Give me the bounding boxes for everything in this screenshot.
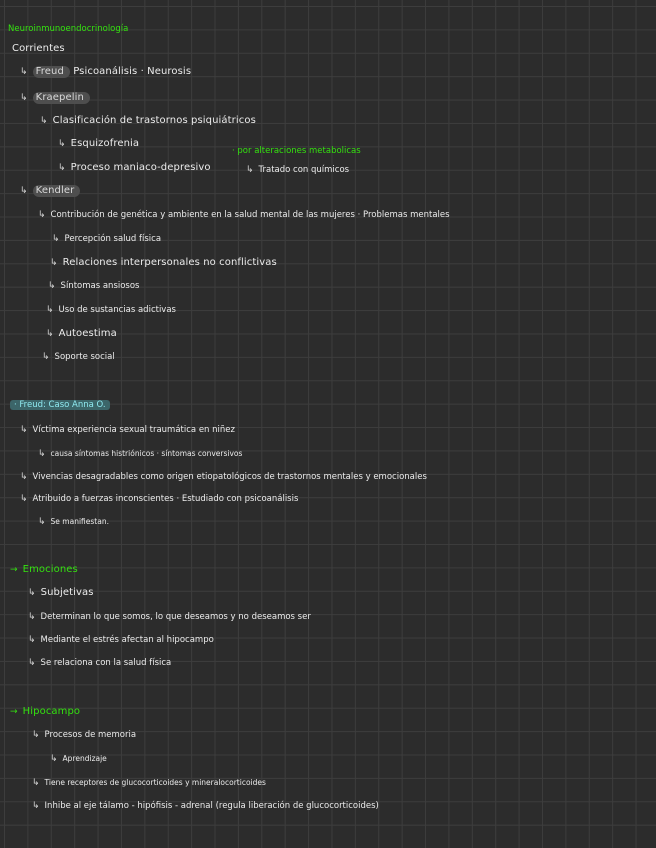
arrow-icon: ↳ — [28, 612, 36, 622]
arrow-icon: ↳ — [32, 801, 40, 811]
hipocampo-item — [32, 778, 266, 788]
arrow-icon: ↳ — [52, 234, 60, 244]
arrow-icon: ↳ — [58, 139, 66, 149]
proceso-text: Proceso maniaco-depresivo — [70, 162, 211, 173]
esquizofrenia-line — [58, 138, 139, 149]
freud-case-item — [20, 472, 427, 482]
freud-case-title: · Freud: Caso Anna O. — [10, 400, 110, 410]
arrow-icon: ↳ — [20, 93, 28, 103]
tratado-line — [246, 165, 349, 175]
kraepelin-clasificacion — [40, 115, 256, 126]
emociones-title: Emociones — [22, 564, 78, 575]
kraepelin-highlight: Kraepelin — [33, 92, 90, 104]
freud-case-item — [20, 425, 235, 435]
arrow-icon: ↳ — [28, 658, 36, 668]
kendler-item — [46, 305, 176, 315]
arrow-icon: ↳ — [20, 472, 28, 482]
hipocampo-text: Inhibe al eje tálamo - hipófisis - adrenal (regula liberación de glucocorticoides) — [44, 801, 379, 811]
arrow-icon: ↳ — [42, 352, 50, 362]
freud-case-item — [38, 517, 109, 527]
hipocampo-heading — [10, 706, 80, 717]
corrientes-heading: Corrientes — [12, 43, 65, 54]
freud-case-text: Vivencias desagradables como origen etiopatológicos de trastornos mentales y emocionales — [32, 472, 427, 482]
freud-case-text: causa síntomas histriónicos · síntomas conversivos — [50, 449, 243, 458]
arrow-icon: ↳ — [28, 635, 36, 645]
hipocampo-title: Hipocampo — [22, 706, 81, 717]
kraepelin-line — [20, 92, 90, 103]
kendler-contribucion — [38, 210, 450, 220]
hipocampo-text: Aprendizaje — [62, 754, 107, 763]
arrow-icon: ↳ — [20, 186, 28, 196]
kendler-item — [46, 328, 117, 339]
arrow-icon: ↳ — [40, 116, 48, 126]
arrow-icon: ↳ — [32, 730, 40, 740]
emociones-item — [28, 587, 94, 598]
kendler-line — [20, 185, 80, 196]
kendler-item-text: Soporte social — [54, 352, 115, 362]
freud-description: Psicoanálisis · Neurosis — [73, 66, 192, 77]
arrow-icon: ↳ — [58, 163, 66, 173]
hipocampo-text: Procesos de memoria — [44, 730, 137, 740]
kendler-highlight: Kendler — [33, 185, 81, 197]
freud-line — [20, 66, 191, 77]
emociones-text: Se relaciona con la salud física — [40, 658, 172, 668]
tratado-text: Tratado con químicos — [258, 165, 350, 175]
hipocampo-item — [32, 730, 136, 740]
arrow-icon: ↳ — [20, 494, 28, 504]
emociones-heading — [10, 564, 78, 575]
arrow-icon: ↳ — [38, 210, 46, 220]
freud-case-heading — [10, 400, 110, 410]
kendler-item-text: Percepción salud física — [64, 234, 162, 244]
green-arrow-icon: → — [10, 565, 18, 575]
emociones-text: Determinan lo que somos, lo que deseamos y no deseamos ser — [40, 612, 311, 622]
hipocampo-text: Tiene receptores de glucocorticoides y mineralocorticoides — [44, 778, 266, 787]
arrow-icon: ↳ — [50, 258, 58, 268]
emociones-text: Subjetivas — [40, 587, 94, 598]
arrow-icon: ↳ — [38, 517, 46, 527]
clasificacion-text: Clasificación de trastornos psiquiátricos — [52, 115, 256, 126]
kendler-item-text: Autoestima — [58, 328, 117, 339]
kendler-item — [50, 257, 277, 268]
hipocampo-item — [32, 801, 379, 811]
freud-case-text: Atribuido a fuerzas inconscientes · Estudiado con psicoanálisis — [32, 494, 299, 504]
contribucion-text: Contribución de genética y ambiente en la salud mental de las mujeres · Problemas mentales — [50, 210, 450, 220]
emociones-item — [28, 635, 214, 645]
freud-case-item — [20, 494, 298, 504]
alteraciones-note: · por alteraciones metabolicas — [232, 146, 361, 156]
emociones-item — [28, 612, 311, 622]
freud-highlight: Freud — [33, 66, 70, 78]
arrow-icon: ↳ — [246, 165, 254, 175]
arrow-icon: ↳ — [32, 778, 40, 788]
page-title: Neuroinmunoendocrinología — [8, 24, 129, 34]
esquizofrenia-text: Esquizofrenia — [70, 138, 140, 149]
emociones-item — [28, 658, 171, 668]
proceso-line — [58, 162, 211, 173]
freud-case-text: Se manifiestan. — [50, 517, 109, 526]
green-arrow-icon: → — [10, 707, 18, 717]
kendler-item-text: Síntomas ansiosos — [60, 281, 140, 291]
kendler-item — [48, 281, 140, 291]
freud-case-item — [38, 449, 242, 459]
kendler-item-text: Relaciones interpersonales no conflictivas — [62, 257, 277, 268]
arrow-icon: ↳ — [20, 425, 28, 435]
arrow-icon: ↳ — [28, 588, 36, 598]
kendler-item-text: Uso de sustancias adictivas — [58, 305, 176, 315]
kendler-item — [42, 352, 115, 362]
hipocampo-item — [50, 754, 107, 764]
emociones-text: Mediante el estrés afectan al hipocampo — [40, 635, 214, 645]
arrow-icon: ↳ — [38, 449, 46, 459]
arrow-icon: ↳ — [46, 305, 54, 315]
arrow-icon: ↳ — [20, 67, 28, 77]
arrow-icon: ↳ — [50, 754, 58, 764]
arrow-icon: ↳ — [46, 329, 54, 339]
arrow-icon: ↳ — [48, 281, 56, 291]
kendler-item — [52, 234, 161, 244]
freud-case-text: Víctima experiencia sexual traumática en niñez — [32, 425, 235, 435]
